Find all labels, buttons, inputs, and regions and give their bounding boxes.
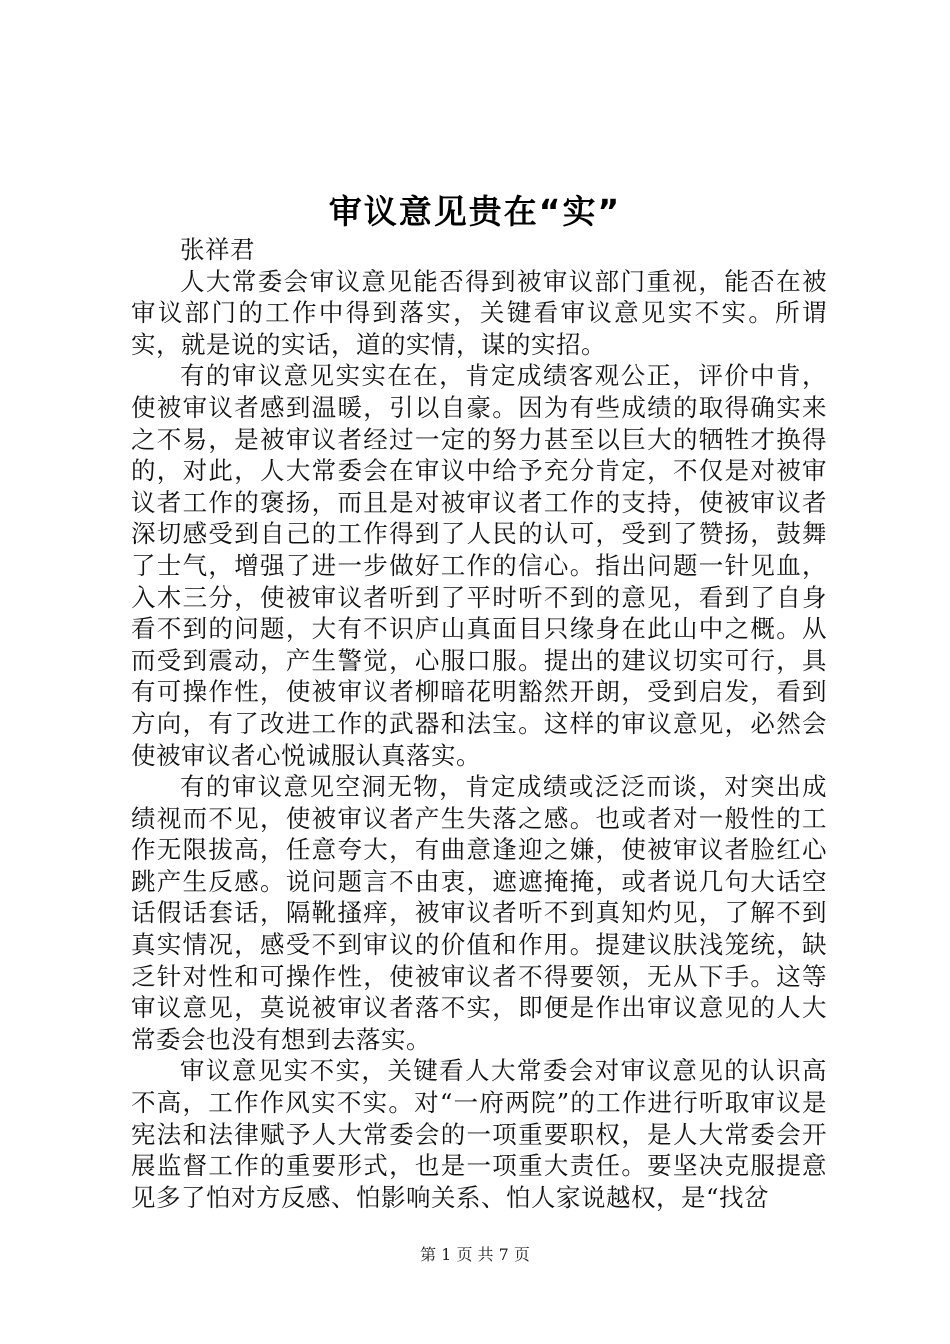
author-line: 张祥君 [180,235,255,264]
paragraph: 人大常委会审议意见能否得到被审议部门重视，能否在被审议部门的工作中得到落实，关键看审议意见实不实。所谓实，就是说的实话，道的实情，谋的实招。 [131,266,827,359]
page-number-footer: 第 1 页 共 7 页 [420,1245,530,1264]
paragraph: 审议意见实不实，关键看人大常委会对审议意见的认识高不高，工作作风实不实。对“一府两院”的工作进行听取审议是宪法和法律赋予人大常委会的一项重要职权，是人大常委会开展监督工作的重要形式，也是一项重大责任。要坚决克服提意见多了怕对方反感、怕影响关系、怕人家说越权，是“找岔 [131,1056,827,1212]
paragraph: 有的审议意见空洞无物，肯定成绩或泛泛而谈，对突出成绩视而不见，使被审议者产生失落之感。也或者对一般性的工作无限拔高，任意夸大，有曲意逢迎之嫌，使被审议者脸红心跳产生反感。说问题言不由衷，遮遮掩掩，或者说几句大话空话假话套话，隔靴搔痒，被审议者听不到真知灼见，了解不到真实情况，感受不到审议的价值和作用。提建议肤浅笼统，缺乏针对性和可操作性，使被审议者不得要领，无从下手。这等审议意见，莫说被审议者落不实，即便是作出审议意见的人大常委会也没有想到去落实。 [131,772,827,1054]
document-title: 审议意见贵在“实” [328,192,622,231]
paragraph: 有的审议意见实实在在，肯定成绩客观公正，评价中肯，使被审议者感到温暖，引以自豪。因为有些成绩的取得确实来之不易，是被审议者经过一定的努力甚至以巨大的牺牲才换得的，对此，人大常委会在审议中给予充分肯定，不仅是对被审议者工作的褒扬，而且是对被审议者工作的支持，使被审议者深切感受到自己的工作得到了人民的认可，受到了赞扬，鼓舞了士气，增强了进一步做好工作的信心。指出问题一针见血，入木三分，使被审议者听到了平时听不到的意见，看到了自身看不到的问题，大有不识庐山真面目只缘身在此山中之概。从而受到震动，产生警觉，心服口服。提出的建议切实可行，具有可操作性，使被审议者柳暗花明豁然开朗，受到启发，看到方向，有了改进工作的武器和法宝。这样的审议意见，必然会使被审议者心悦诚服认真落实。 [131,361,827,770]
document-body [131,234,827,1213]
